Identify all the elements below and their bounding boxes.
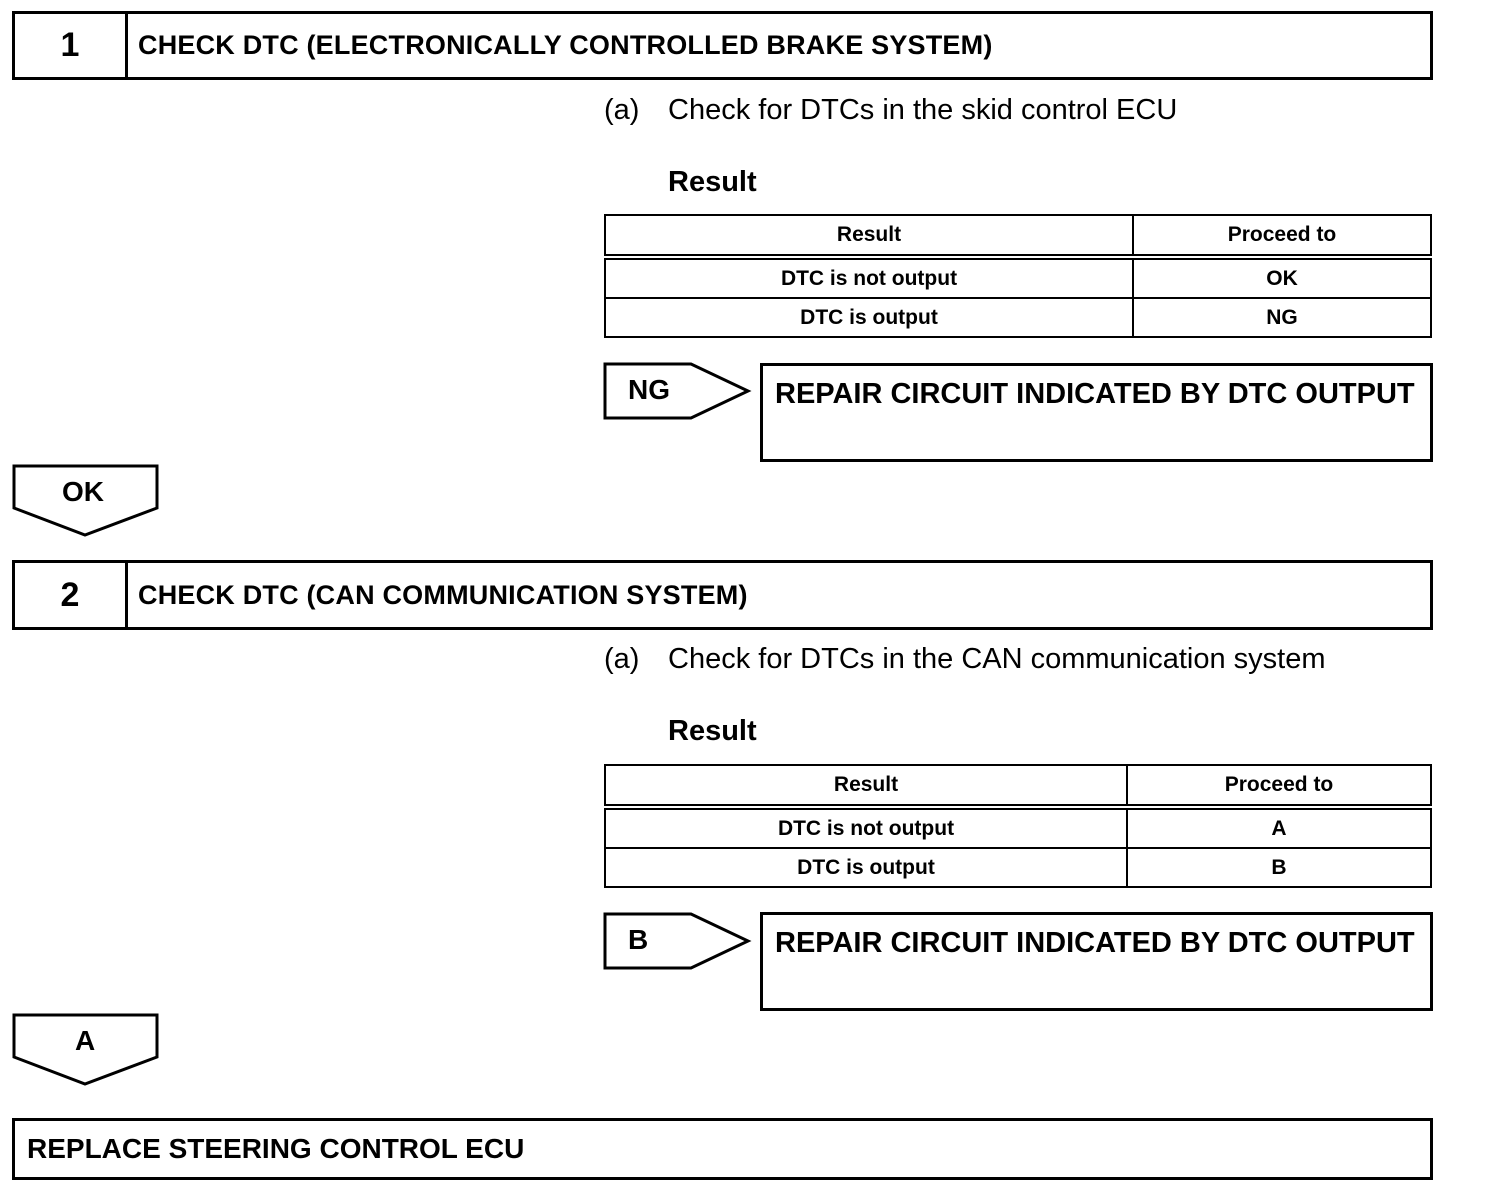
step-2-result-heading: Result [668,715,757,747]
table-cell: A [1127,807,1431,848]
step-1-branch-tag: NG [628,374,670,405]
table-row [605,298,1431,337]
table-cell: DTC is output [605,848,1127,887]
step-1-ng-branch-arrow [603,362,753,420]
final-action-box: REPLACE STEERING CONTROL ECU [12,1118,1433,1180]
step-2-instruction-label: (a) [604,643,640,675]
table-header-row [605,215,1431,257]
table-row [605,807,1431,848]
table-header-cell: Result [605,215,1133,257]
step-1-title: CHECK DTC (ELECTRONICALLY CONTROLLED BRAKE SYSTEM) [138,30,993,60]
table-cell: OK [1133,257,1431,298]
table-cell: NG [1133,298,1431,337]
table-header-cell: Result [605,765,1127,807]
table-cell: DTC is not output [605,807,1127,848]
table-row [605,257,1431,298]
table-cell: DTC is output [605,298,1133,337]
table-cell: DTC is not output [605,257,1133,298]
step-2-result-table [604,764,1432,888]
table-header-cell: Proceed to [1127,765,1431,807]
step-2-continue-tag: A [75,1025,96,1056]
step-1-instruction-text: Check for DTCs in the skid control ECU [668,94,1178,126]
step-2-instruction-text: Check for DTCs in the CAN communication system [668,643,1326,675]
step-2-branch-tag: B [628,924,649,955]
step-2-title: CHECK DTC (CAN COMMUNICATION SYSTEM) [138,579,748,610]
step-1-instruction-label: (a) [604,94,640,126]
step-1-result-table [604,214,1432,338]
step-2-instruction [604,643,1326,676]
step-1-repair-box: REPAIR CIRCUIT INDICATED BY DTC OUTPUT [760,363,1433,462]
table-header-row [605,765,1431,807]
step-2-header [12,560,1433,630]
table-header-cell: Proceed to [1133,215,1431,257]
step-1-continue-tag: OK [62,476,104,507]
table-cell: B [1127,848,1431,887]
table-row [605,848,1431,887]
step-2-repair-box: REPAIR CIRCUIT INDICATED BY DTC OUTPUT [760,912,1433,1011]
step-1-number: 1 [15,14,128,77]
step-1-instruction [604,94,1177,127]
step-2-b-branch-arrow [603,912,753,970]
step-1-continue-arrow [12,464,160,538]
step-2-number: 2 [15,563,128,627]
right-pentagon-icon [603,362,753,420]
step-1-header [12,11,1433,80]
right-pentagon-icon [603,912,753,970]
step-2-continue-arrow [12,1013,160,1087]
step-1-result-heading: Result [668,166,757,198]
